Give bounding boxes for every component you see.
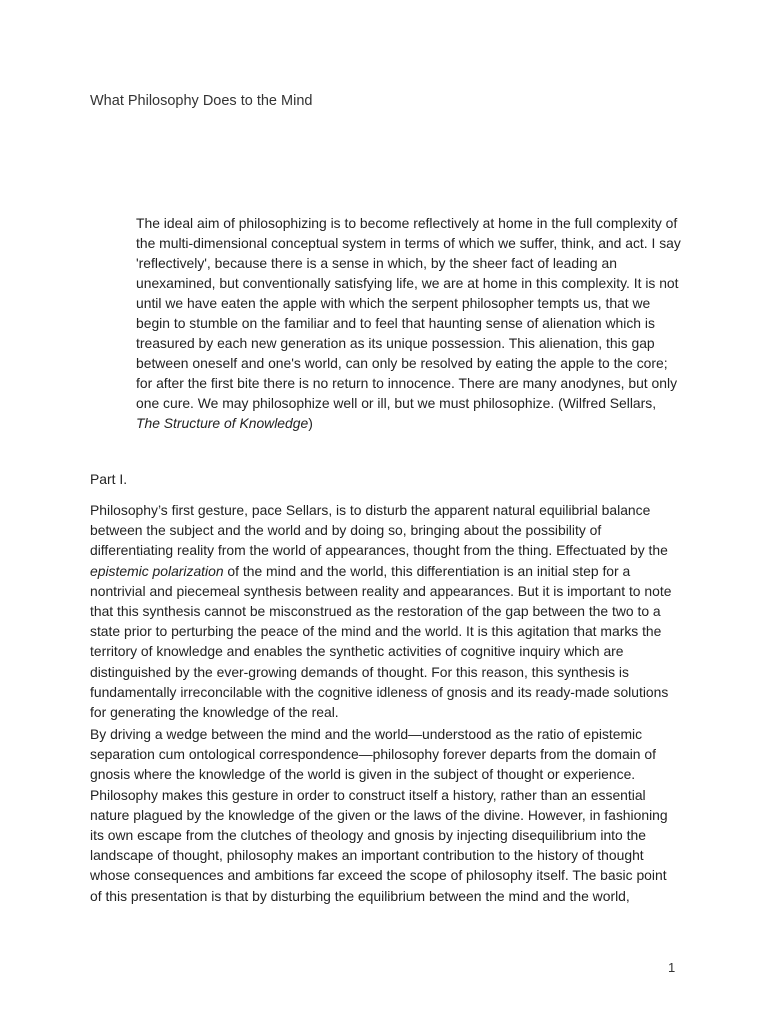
paragraph-1-text-end: of the mind and the world, this differentiation is an initial step for a nontrivial and piecemeal synthesis between reality and appearances. But it is important to note that this synthesis cannot be misconstrued as the restoration of the gap between the two to a state prior to perturbing the peace of the mind and the world. It is this agitation that marks the territory of knowledge and enables the synthetic activities of cognitive inquiry which are distinguished by the ever-growing demands of thought. For this reason, this synthesis is fundamentally irreconcilable with the cognitive idleness of gnosis and its ready-made solutions for generating the knowledge of the real. bbox=[90, 562, 672, 721]
document-title: What Philosophy Does to the Mind bbox=[90, 93, 313, 109]
epigraph-quote bbox=[136, 213, 681, 433]
page-number: 1 bbox=[668, 960, 676, 975]
body-paragraph-2: By driving a wedge between the mind and the world—understood as the ratio of epistemic separation cum ontological correspondence—philosophy forever departs from the domain of gnosis where the knowledge of the world is given in the subject of thought or experience. Philosophy makes this gesture in order to construct itself a history, rather than an essential nature plagued by the knowledge of the given or the laws of the divine. However, in fashioning its own escape from the clutches of theology and gnosis by injecting disequilibrium into the landscape of thought, philosophy makes an important contribution to the history of thought whose consequences and ambitions far exceed the scope of philosophy itself. The basic point of this presentation is that by disturbing the equilibrium between the mind and the world, bbox=[90, 726, 668, 904]
paragraph-1-text-start: Philosophy’s first gesture, pace Sellars, is to disturb the apparent natural equilibrial balance between the subject and the world and by doing so, bringing about the possibility of differentiating reality from the world of appearances, thought from the thing. Effectuated by the bbox=[90, 502, 668, 559]
epigraph-text: The ideal aim of philosophizing is to become reflectively at home in the full complexity of the multi-dimensional conceptual system in terms of which we suffer, think, and act. I say 'reflectively', because there is a sense in which, by the sheer fact of leading an unexamined, but conventionally satisfying life, we are at home in this complexity. It is not until we have eaten the apple with which the serpent philosopher tempts us, that we begin to stumble on the familiar and to feel that haunting sense of alienation which is treasured by each new generation as its unique possession. This alienation, this gap between oneself and one's world, can only be resolved by eating the apple to the core; for after the first bite there is no return to innocence. There are many anodynes, but only one cure. We may philosophize well or ill, but we must philosophize. (Wilfred Sellars, bbox=[136, 215, 681, 411]
paragraph-1-emphasis: epistemic polarization bbox=[90, 562, 224, 579]
epigraph-source-title: The Structure of Knowledge bbox=[136, 415, 309, 431]
section-heading: Part I. bbox=[90, 471, 128, 487]
epigraph-closing: ) bbox=[308, 415, 313, 431]
body-paragraph-1 bbox=[90, 500, 680, 722]
